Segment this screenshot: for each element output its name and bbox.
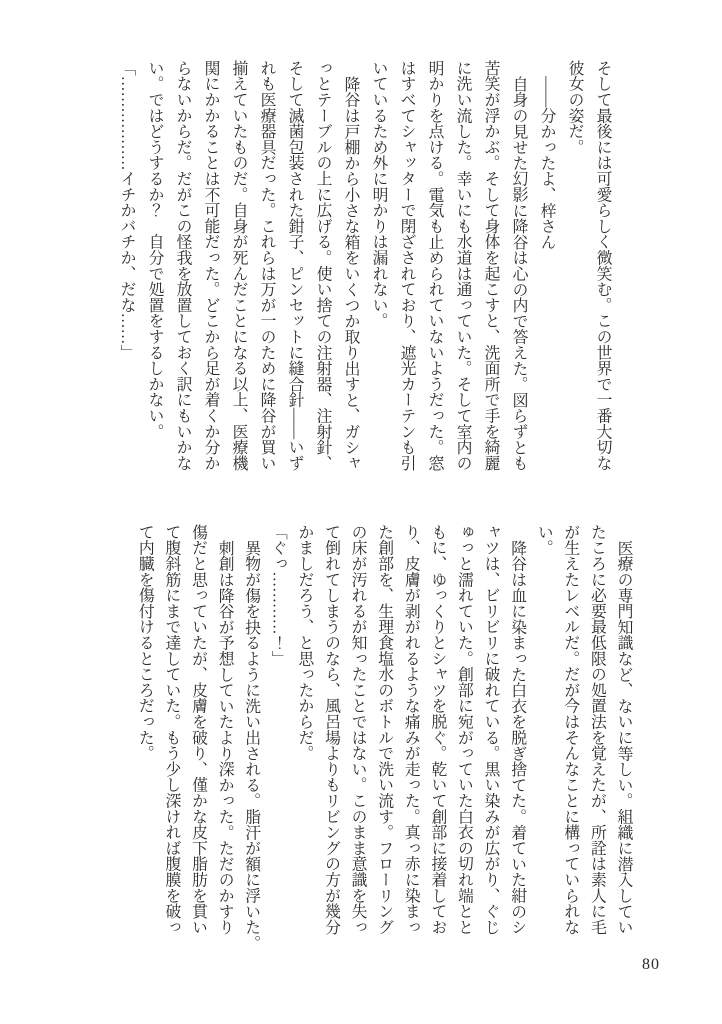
text-line: ャツは、ビリビリに破れている。黒い染みが広がり、ぐじ <box>482 524 500 935</box>
text-line: 降谷は戸棚から小さな箱をいくつか取り出すと、ガシャ <box>342 75 359 471</box>
text-line: たころに必要最低限の処置法を覚えたが、所詮は素人に毛 <box>588 524 606 935</box>
text-line: ゅっと濡れていた。創部に宛がっていた白衣の切れ端とと <box>455 524 473 935</box>
lower-text-block <box>131 524 636 951</box>
text-line: が生えたレベルだ。だが今はそんなことに構っていられな <box>561 524 579 935</box>
text-line: に洗い流した。幸いにも水道は通っていた。そして室内の <box>454 60 471 471</box>
text-line: れも医療器具だった。これらは万が一のために降谷が買い <box>258 60 275 471</box>
text-line: 揃えていたものだ。自身が死んだことになる以上、医療機 <box>230 60 247 471</box>
text-line: 「………………イチかバチか、だな……」 <box>118 60 135 361</box>
text-line: っとテーブルの上に広げる。使い捨ての注射器、注射針、 <box>314 60 331 471</box>
text-line: り、皮膚が剥がれるような痛みが走った。真っ赤に染まっ <box>402 524 420 935</box>
page-number: 80 <box>642 956 660 973</box>
text-line: もに、ゆっくりとシャツを脱ぐ。乾いて創部に接着してお <box>428 524 446 935</box>
text-line: そして最後には可愛らしく微笑む。この世界で一番大切な <box>594 60 611 471</box>
text-line: はすべてシャッターで閉ざされており、遮光カーテンも引 <box>398 60 415 471</box>
text-line: の床が汚れるが知ったことではない。このまま意識を失っ <box>349 524 367 935</box>
text-line: 医療の専門知識など、ないに等しい。組織に潜入してい <box>615 539 632 935</box>
text-line: 異物が傷を抉るように洗い出される。脂汗が額に浮いた。 <box>242 539 260 951</box>
text-line: 傷だと思っていたが、皮膚を破り、僅かな皮下脂肪を貫い <box>189 524 207 935</box>
text-line: 刺創は降谷が予想していたより深かった。ただのかすり <box>216 539 234 935</box>
text-line: かましだろう、と思ったからだ。 <box>295 524 313 761</box>
text-line: て倒れてしまうのなら、風呂場よりもリビングの方が幾分 <box>322 524 340 935</box>
text-line: 降谷は血に染まった白衣を脱ぎ捨てた。着ていた紺のシ <box>508 539 526 935</box>
text-line: 関にかかることは不可能だった。どこから足が着くか分か <box>202 60 219 471</box>
text-line: い。 <box>535 524 553 556</box>
text-line: 苦笑が浮かぶ。そして身体を起こすと、洗面所で手を綺麗 <box>482 60 499 471</box>
text-line: ――分かったよ、梓さん <box>538 75 555 250</box>
text-line: 「ぐっ…………！」 <box>269 524 287 667</box>
text-line: 彼女の姿だ。 <box>566 60 583 155</box>
text-line: そして滅菌包装された鉗子、ピンセットに縫合針――いず <box>286 60 303 471</box>
text-line: い。ではどうするか？ 自分で処置をするしかない。 <box>146 60 163 440</box>
text-line: 自身の見せた幻影に降谷は心の内で答えた。図らずとも <box>510 75 527 471</box>
text-line: いているため外に明かりは漏れない。 <box>370 60 387 329</box>
upper-text-block <box>112 60 616 484</box>
text-line: 明かりを点ける。電気も止められていないようだった。窓 <box>426 60 443 471</box>
text-line: らないからだ。だがこの怪我を放置しておく訳にもいかな <box>174 60 191 471</box>
text-line: て内臓を傷付けるところだった。 <box>136 524 154 761</box>
text-line: た創部を、生理食塩水のボトルで洗い流す。フローリング <box>375 524 393 935</box>
text-line: て腹斜筋にまで達していた。もう少し深ければ腹膜を破っ <box>162 524 180 935</box>
